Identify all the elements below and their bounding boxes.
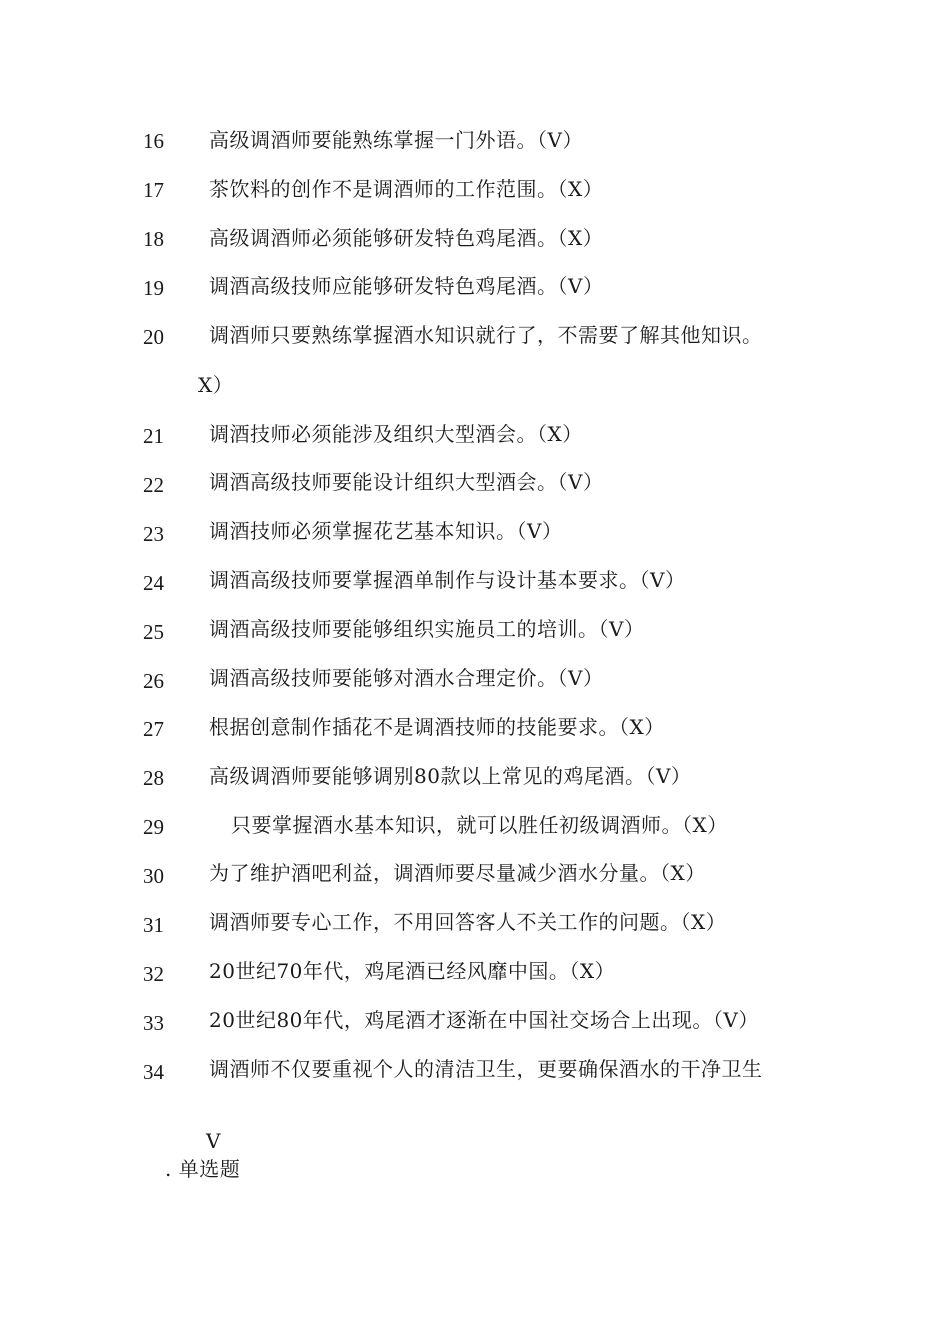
item-text: 调酒高级技师要能够对酒水合理定价。（V） [209, 666, 604, 690]
item-number: 18 [143, 227, 164, 251]
item-text: 调酒高级技师要掌握酒单制作与设计基本要求。（V） [209, 568, 686, 592]
item-number: 32 [143, 962, 164, 986]
item-number: 23 [143, 522, 164, 546]
item-text: 调酒师只要熟练掌握酒水知识就行了，不需要了解其他知识。 [209, 323, 763, 347]
item-number: 31 [143, 913, 164, 937]
item-number: 22 [143, 473, 164, 497]
item-number: 30 [143, 864, 164, 888]
item-text: 调酒高级技师应能够研发特色鸡尾酒。（V） [209, 274, 604, 298]
item-text: 根据创意制作插花不是调酒技师的技能要求。（X） [209, 715, 665, 739]
item-text: 高级调酒师要能熟练掌握一门外语。（V） [209, 128, 583, 152]
section-heading: . 单选题 [165, 1157, 241, 1181]
item-number: 29 [143, 815, 164, 839]
item-number: 25 [143, 620, 164, 644]
item-text-continuation: X） [198, 373, 234, 397]
item-text: 调酒高级技师要能设计组织大型酒会。（V） [209, 470, 604, 494]
item-number: 21 [143, 424, 164, 448]
item-number: 19 [143, 276, 164, 300]
item-text: 调酒技师必须掌握花艺基本知识。（V） [209, 519, 563, 543]
item-text: 茶饮料的创作不是调酒师的工作范围。（X） [209, 177, 604, 201]
item-text: 调酒技师必须能涉及组织大型酒会。（X） [209, 422, 583, 446]
item-text: 高级调酒师要能够调别80款以上常见的鸡尾酒。（V） [209, 764, 692, 788]
item-number: 26 [143, 669, 164, 693]
item-text: 高级调酒师必须能够研发特色鸡尾酒。（X） [209, 226, 604, 250]
item-text: 只要掌握酒水基本知识，就可以胜任初级调酒师。（X） [231, 813, 728, 837]
item-text: 调酒高级技师要能够组织实施员工的培训。（V） [209, 617, 645, 641]
item-number: 27 [143, 717, 164, 741]
item-text: 调酒师要专心工作，不用回答客人不关工作的问题。（X） [209, 910, 727, 934]
item-number: 20 [143, 325, 164, 349]
item-text: 20世纪70年代，鸡尾酒已经风靡中国。（X） [209, 959, 616, 983]
item-text: 调酒师不仅要重视个人的清洁卫生，更要确保酒水的干净卫生 [209, 1057, 763, 1081]
item-number: 33 [143, 1011, 164, 1035]
item-number: 28 [143, 766, 164, 790]
item-text: 为了维护酒吧利益，调酒师要尽量减少酒水分量。（X） [209, 861, 706, 885]
item-number: 24 [143, 571, 164, 595]
item-number: 34 [143, 1060, 164, 1084]
item-number: 16 [143, 129, 164, 153]
item-number: 17 [143, 178, 164, 202]
answer-mark: V [206, 1129, 221, 1153]
item-text: 20世纪80年代，鸡尾酒才逐渐在中国社交场合上出现。（V） [209, 1008, 759, 1032]
